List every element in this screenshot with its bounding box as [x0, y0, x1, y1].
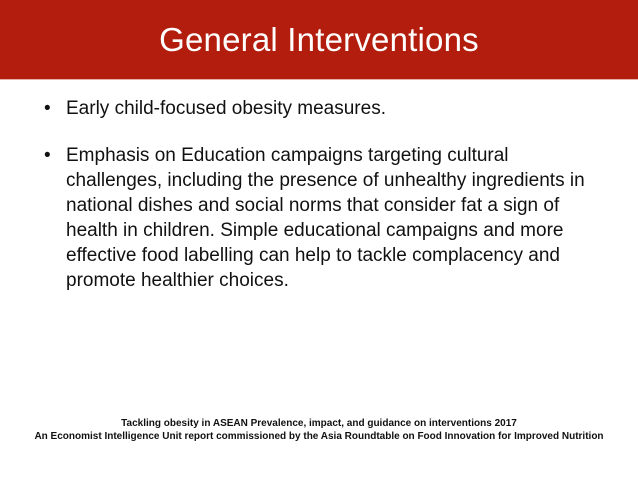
- bullet-text-2: Emphasis on Education campaigns targeting cultural challenges, including the presence of unhealthy ingredients in national dishes and social norms that consider fat a sign of health in children. Simple educational campaigns and more effective food labelling can help to tackle complacency and promote healthier choices.: [66, 145, 585, 291]
- bullet-text-1: Early child-focused obesity measures.: [66, 98, 386, 119]
- bullet-item-2: [44, 143, 604, 293]
- source-citation: [0, 417, 638, 443]
- bullet-dot-icon: •: [44, 145, 51, 166]
- bullet-list: [44, 96, 604, 315]
- title-bar: [0, 0, 638, 80]
- bullet-item-1: [44, 96, 604, 121]
- bullet-dot-icon: •: [44, 98, 51, 119]
- citation-line-1: Tackling obesity in ASEAN Prevalence, impact, and guidance on interventions 2017: [121, 418, 517, 429]
- citation-line-2: An Economist Intelligence Unit report commissioned by the Asia Roundtable on Food Innovation for Improved Nutrition: [34, 431, 604, 442]
- slide-title: General Interventions: [159, 20, 479, 58]
